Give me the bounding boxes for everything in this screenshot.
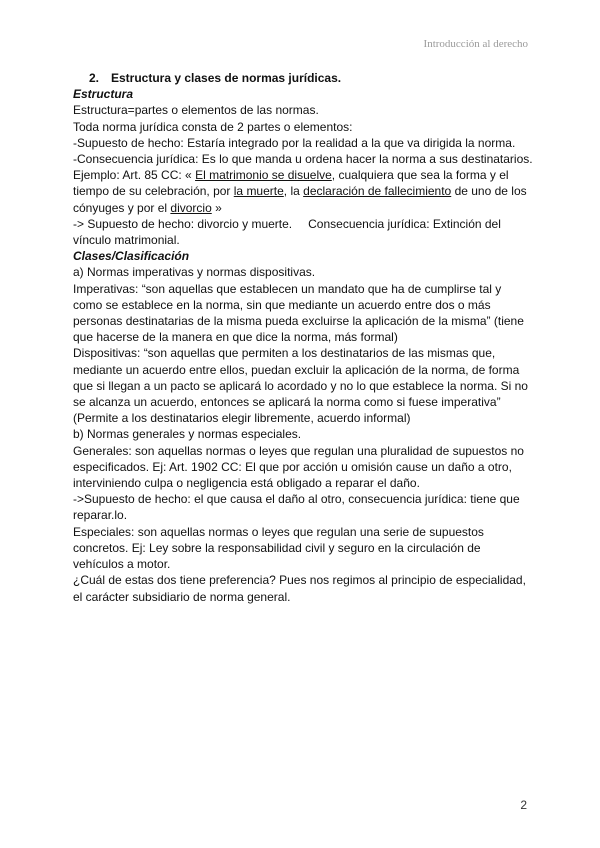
arrow-paragraph xyxy=(73,216,533,248)
subheading-estructura: Estructura xyxy=(73,87,134,102)
running-header: Introducción al derecho xyxy=(423,38,528,50)
document-body xyxy=(73,70,533,605)
section-number: 2. xyxy=(89,71,100,85)
example-paragraph xyxy=(73,167,533,216)
paragraph: Dispositivas: “son aquellas que permiten a los destinatarios de las mismas que, mediante un acuerdo entre ellos, puedan excluir la aplicación de la norma, de forma que si llegan a un pacto se aplicará lo acordado y no lo que establece la norma. Si no se alcanza un acuerdo, entonces se aplicará la norma como si fuese imperativa” (Permite a los destinatarios elegir libremente, acuerdo informal) xyxy=(73,346,528,426)
example-text: » xyxy=(211,200,222,215)
paragraph: Generales: son aquellas normas o leyes que regulan una pluralidad de supuestos no especificados. Ej: Art. 1902 CC: El que por acción u omisión cause un daño a otro, interviniendo culpa o negligencia está obligado a reparar el daño. xyxy=(73,443,524,491)
paragraph: -Supuesto de hecho: Estaría integrado por la realidad a la que va dirigida la norma. xyxy=(73,135,516,150)
section-heading xyxy=(73,70,533,86)
underlined-phrase: divorcio xyxy=(170,200,212,215)
paragraph: Imperativas: “son aquellas que establecen un mandato que ha de cumplirse tal y como se establece en la norma, sin que mediante un acuerdo entre dos o más personas destinatarias de la misma pueda excluirse la aplicación de la misma” (tiene que hacerse de la manera en que dice la norma, más formal) xyxy=(73,281,524,345)
underlined-phrase: declaración de fallecimiento xyxy=(303,184,452,199)
example-text: de uno de los cónyuges y por el xyxy=(73,184,527,215)
example-prefix: Ejemplo: Art. 85 CC: « xyxy=(73,168,196,183)
paragraph: ->Supuesto de hecho: el que causa el daño al otro, consecuencia jurídica: tiene que reparar.lo. xyxy=(73,492,520,523)
paragraph: ¿Cuál de estas dos tiene preferencia? Pues nos regimos al principio de especialidad, el carácter subsidiario de norma general. xyxy=(73,573,526,604)
underlined-phrase: El matrimonio se disuelve xyxy=(195,168,332,183)
example-text: , cualquiera que sea la forma y el tiempo de su celebración, por xyxy=(73,168,509,199)
paragraph: b) Normas generales y normas especiales. xyxy=(73,427,302,442)
subheading-clases: Clases/Clasificación xyxy=(73,249,190,264)
arrow-part-a: -> Supuesto de hecho: divorcio y muerte. xyxy=(73,216,293,231)
page-number: 2 xyxy=(520,798,527,812)
underlined-phrase: la muerte xyxy=(233,184,284,199)
paragraph: a) Normas imperativas y normas dispositivas. xyxy=(73,265,316,280)
paragraph: Estructura=partes o elementos de las normas. xyxy=(73,103,319,118)
paragraph: -Consecuencia jurídica: Es lo que manda u ordena hacer la norma a sus destinatarios. xyxy=(73,152,533,167)
arrow-part-b: Consecuencia jurídica: Extinción del vínculo matrimonial. xyxy=(73,216,501,248)
paragraph: Especiales: son aquellas normas o leyes que regulan una serie de supuestos concretos. Ej: Ley sobre la responsabilidad civil y seguro en la circulación de vehículos a motor. xyxy=(73,524,484,572)
paragraph: Toda norma jurídica consta de 2 partes o elementos: xyxy=(73,119,353,134)
example-text: , la xyxy=(283,184,304,199)
section-title: Estructura y clases de normas jurídicas. xyxy=(111,71,342,85)
